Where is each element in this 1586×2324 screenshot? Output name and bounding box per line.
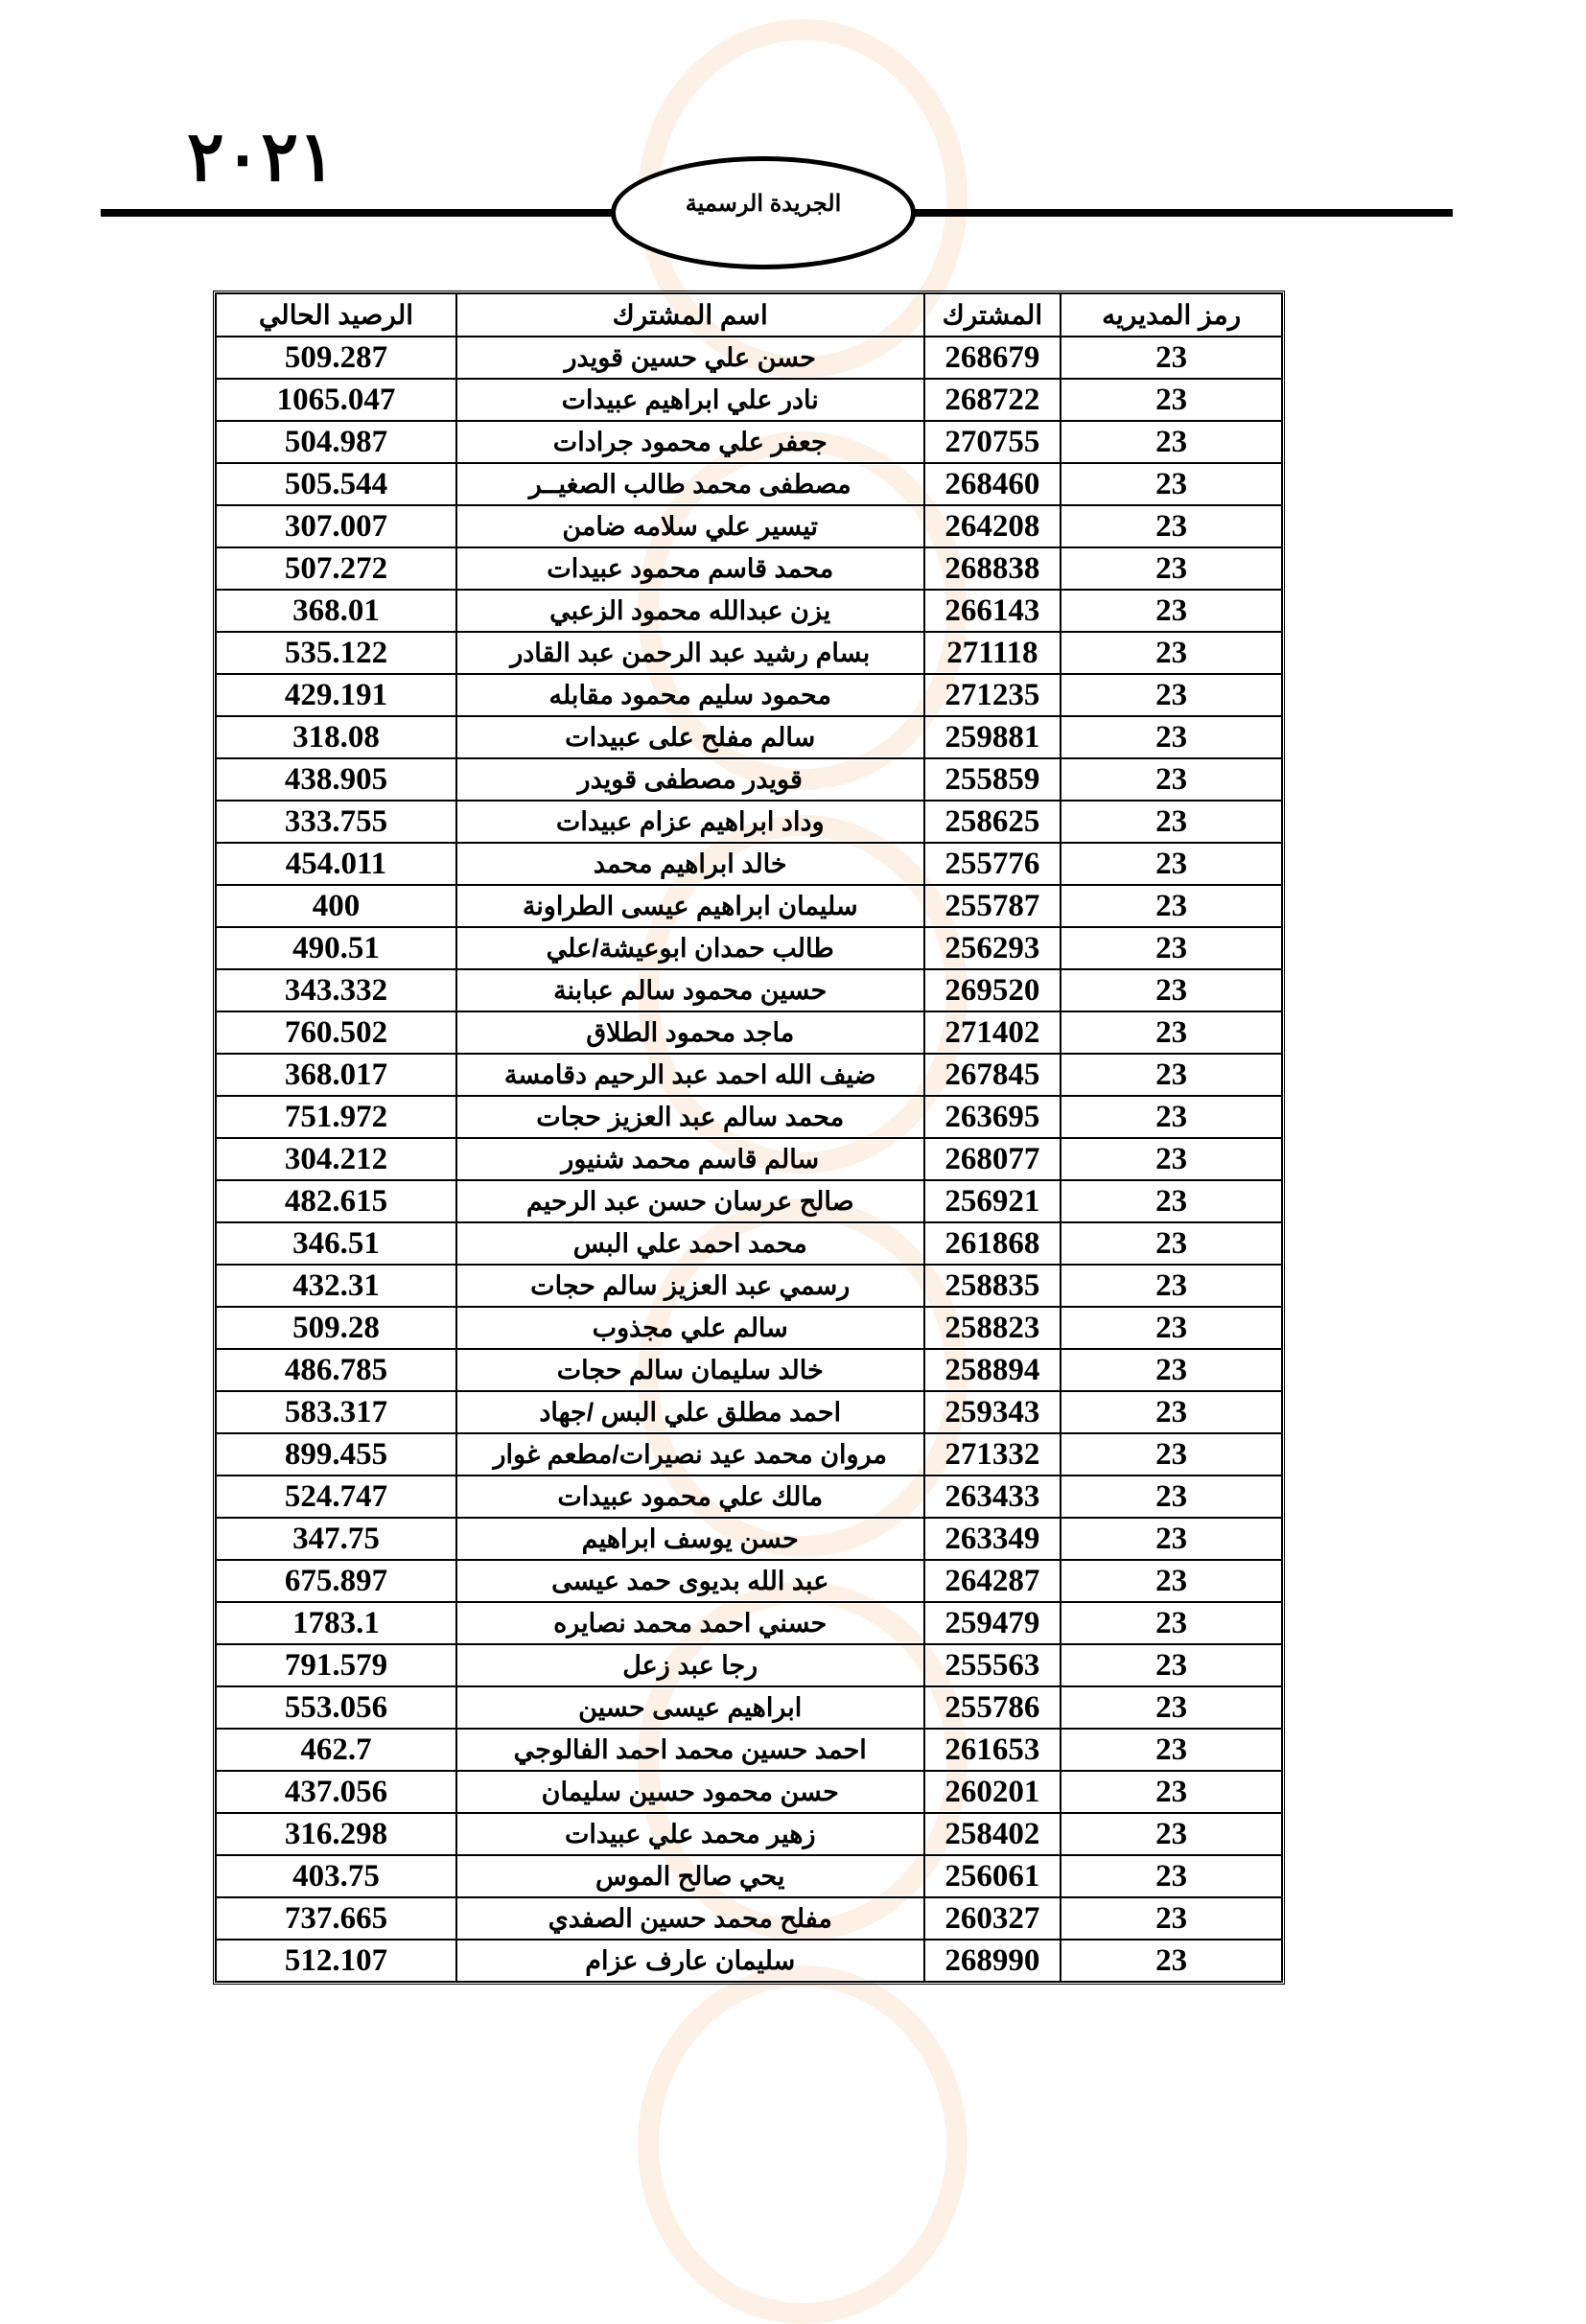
- current-balance-cell: 432.31: [216, 1265, 456, 1307]
- table-row: [216, 379, 1282, 421]
- current-balance-cell: 1065.047: [216, 379, 456, 421]
- directorate-code-cell: 23: [1061, 1602, 1282, 1644]
- table-row: [216, 337, 1282, 379]
- table-row: [216, 1391, 1282, 1433]
- subscriber-name-cell: قويدر مصطفى قويدر: [456, 758, 924, 801]
- subscriber-id-cell: 266143: [924, 590, 1061, 632]
- directorate-code-cell: 23: [1061, 1940, 1282, 1982]
- table-row: [216, 1602, 1282, 1644]
- table-row: [216, 1518, 1282, 1560]
- subscriber-id-cell: 255786: [924, 1686, 1061, 1729]
- subscriber-name-cell: بسام رشيد عبد الرحمن عبد القادر: [456, 632, 924, 674]
- subscriber-name-cell: ابراهيم عيسى حسين: [456, 1686, 924, 1729]
- subscriber-id-cell: 264287: [924, 1560, 1061, 1602]
- publication-badge: [611, 156, 916, 269]
- subscriber-name-cell: زهير محمد علي عبيدات: [456, 1813, 924, 1855]
- directorate-code-cell: 23: [1061, 1560, 1282, 1602]
- current-balance-cell: 490.51: [216, 927, 456, 969]
- directorate-code-cell: 23: [1061, 1096, 1282, 1138]
- directorate-code-cell: 23: [1061, 1138, 1282, 1180]
- column-header-directorate-code: رمز المديريه: [1061, 293, 1282, 337]
- current-balance-cell: 333.755: [216, 801, 456, 843]
- table-row: [216, 1222, 1282, 1265]
- subscriber-id-cell: 263349: [924, 1518, 1061, 1560]
- directorate-code-cell: 23: [1061, 337, 1282, 379]
- subscriber-name-cell: احمد حسين محمد احمد الفالوجي: [456, 1729, 924, 1771]
- table-row: [216, 1940, 1282, 1982]
- table-row: [216, 547, 1282, 590]
- subscriber-name-cell: مروان محمد عيد نصيرات/مطعم غوار: [456, 1433, 924, 1476]
- table-row: [216, 1307, 1282, 1349]
- subscriber-id-cell: 256061: [924, 1855, 1061, 1897]
- subscriber-name-cell: حسن محمود حسين سليمان: [456, 1771, 924, 1813]
- subscriber-id-cell: 259881: [924, 716, 1061, 758]
- subscriber-id-cell: 268679: [924, 337, 1061, 379]
- table-row: [216, 969, 1282, 1011]
- current-balance-cell: 583.317: [216, 1391, 456, 1433]
- directorate-code-cell: 23: [1061, 1771, 1282, 1813]
- subscriber-id-cell: 261868: [924, 1222, 1061, 1265]
- table-row: [216, 505, 1282, 547]
- directorate-code-cell: 23: [1061, 505, 1282, 547]
- subscriber-name-cell: محمود سليم محمود مقابله: [456, 674, 924, 716]
- subscriber-name-cell: ضيف الله احمد عبد الرحيم دقامسة: [456, 1054, 924, 1096]
- subscriber-id-cell: 258835: [924, 1265, 1061, 1307]
- subscriber-id-cell: 271235: [924, 674, 1061, 716]
- current-balance-cell: 505.544: [216, 463, 456, 505]
- directorate-code-cell: 23: [1061, 1265, 1282, 1307]
- current-balance-cell: 318.08: [216, 716, 456, 758]
- subscriber-name-cell: ماجد محمود الطلاق: [456, 1011, 924, 1054]
- current-balance-cell: 368.017: [216, 1054, 456, 1096]
- subscriber-name-cell: سليمان عارف عزام: [456, 1940, 924, 1982]
- current-balance-cell: 507.272: [216, 547, 456, 590]
- table-row: [216, 927, 1282, 969]
- current-balance-cell: 347.75: [216, 1518, 456, 1560]
- subscriber-name-cell: خالد ابراهيم محمد: [456, 843, 924, 885]
- current-balance-cell: 737.665: [216, 1897, 456, 1940]
- subscriber-name-cell: محمد سالم عبد العزيز حجات: [456, 1096, 924, 1138]
- table-row: [216, 1138, 1282, 1180]
- current-balance-cell: 760.502: [216, 1011, 456, 1054]
- table-row: [216, 1054, 1282, 1096]
- directorate-code-cell: 23: [1061, 421, 1282, 463]
- subscriber-id-cell: 267845: [924, 1054, 1061, 1096]
- subscriber-id-cell: 259343: [924, 1391, 1061, 1433]
- directorate-code-cell: 23: [1061, 1433, 1282, 1476]
- publication-title: الجريدة الرسمية: [685, 190, 842, 217]
- directorate-code-cell: 23: [1061, 547, 1282, 590]
- subscriber-name-cell: يحي صالح الموس: [456, 1855, 924, 1897]
- subscriber-id-cell: 264208: [924, 505, 1061, 547]
- subscriber-name-cell: حسن يوسف ابراهيم: [456, 1518, 924, 1560]
- directorate-code-cell: 23: [1061, 1729, 1282, 1771]
- subscriber-id-cell: 268990: [924, 1940, 1061, 1982]
- current-balance-cell: 400: [216, 885, 456, 927]
- directorate-code-cell: 23: [1061, 1054, 1282, 1096]
- subscriber-id-cell: 268838: [924, 547, 1061, 590]
- current-balance-cell: 429.191: [216, 674, 456, 716]
- current-balance-cell: 316.298: [216, 1813, 456, 1855]
- table-row: [216, 801, 1282, 843]
- subscriber-name-cell: حسني احمد محمد نصايره: [456, 1602, 924, 1644]
- subscriber-id-cell: 260201: [924, 1771, 1061, 1813]
- subscriber-id-cell: 258894: [924, 1349, 1061, 1391]
- current-balance-cell: 437.056: [216, 1771, 456, 1813]
- column-header-current-balance: الرصيد الحالي: [216, 293, 456, 337]
- subscriber-id-cell: 270755: [924, 421, 1061, 463]
- current-balance-cell: 454.011: [216, 843, 456, 885]
- subscriber-id-cell: 263433: [924, 1476, 1061, 1518]
- current-balance-cell: 751.972: [216, 1096, 456, 1138]
- table-row: [216, 1729, 1282, 1771]
- subscriber-name-cell: تيسير علي سلامه ضامن: [456, 505, 924, 547]
- directorate-code-cell: 23: [1061, 1307, 1282, 1349]
- subscriber-id-cell: 268722: [924, 379, 1061, 421]
- subscriber-name-cell: حسن علي حسين قويدر: [456, 337, 924, 379]
- current-balance-cell: 343.332: [216, 969, 456, 1011]
- table-row: [216, 843, 1282, 885]
- watermark-clock: [638, 1965, 968, 2324]
- directorate-code-cell: 23: [1061, 1391, 1282, 1433]
- directorate-code-cell: 23: [1061, 1897, 1282, 1940]
- table-row: [216, 1096, 1282, 1138]
- subscriber-name-cell: مالك علي محمود عبيدات: [456, 1476, 924, 1518]
- current-balance-cell: 307.007: [216, 505, 456, 547]
- subscriber-id-cell: 258823: [924, 1307, 1061, 1349]
- directorate-code-cell: 23: [1061, 1686, 1282, 1729]
- table-row: [216, 1855, 1282, 1897]
- subscriber-id-cell: 258402: [924, 1813, 1061, 1855]
- column-header-subscriber-id: المشترك: [924, 293, 1061, 337]
- table-row: [216, 1011, 1282, 1054]
- subscriber-name-cell: سالم قاسم محمد شنيور: [456, 1138, 924, 1180]
- subscriber-id-cell: 259479: [924, 1602, 1061, 1644]
- subscriber-name-cell: صالح عرسان حسن عبد الرحيم: [456, 1180, 924, 1222]
- directorate-code-cell: 23: [1061, 1349, 1282, 1391]
- table-row: [216, 885, 1282, 927]
- subscriber-id-cell: 269520: [924, 969, 1061, 1011]
- table-row: [216, 632, 1282, 674]
- subscriber-id-cell: 255776: [924, 843, 1061, 885]
- subscriber-id-cell: 255787: [924, 885, 1061, 927]
- table-row: [216, 463, 1282, 505]
- subscriber-id-cell: 256293: [924, 927, 1061, 969]
- directorate-code-cell: 23: [1061, 1855, 1282, 1897]
- table-row: [216, 1813, 1282, 1855]
- table-row: [216, 674, 1282, 716]
- subscriber-name-cell: محمد احمد علي البس: [456, 1222, 924, 1265]
- directorate-code-cell: 23: [1061, 379, 1282, 421]
- directorate-code-cell: 23: [1061, 801, 1282, 843]
- current-balance-cell: 462.7: [216, 1729, 456, 1771]
- directorate-code-cell: 23: [1061, 843, 1282, 885]
- subscriber-name-cell: سالم مفلح على عبيدات: [456, 716, 924, 758]
- current-balance-cell: 482.615: [216, 1180, 456, 1222]
- directorate-code-cell: 23: [1061, 590, 1282, 632]
- directorate-code-cell: 23: [1061, 1222, 1282, 1265]
- subscriber-name-cell: وداد ابراهيم عزام عبيدات: [456, 801, 924, 843]
- table-header-row: [216, 293, 1282, 337]
- subscriber-name-cell: محمد قاسم محمود عبيدات: [456, 547, 924, 590]
- table-row: [216, 1644, 1282, 1686]
- subscriber-id-cell: 271332: [924, 1433, 1061, 1476]
- table-row: [216, 758, 1282, 801]
- current-balance-cell: 553.056: [216, 1686, 456, 1729]
- subscriber-name-cell: جعفر علي محمود جرادات: [456, 421, 924, 463]
- current-balance-cell: 535.122: [216, 632, 456, 674]
- column-header-subscriber-name: اسم المشترك: [456, 293, 924, 337]
- subscriber-name-cell: مصطفى محمد طالب الصغيــر: [456, 463, 924, 505]
- table-row: [216, 1560, 1282, 1602]
- directorate-code-cell: 23: [1061, 1011, 1282, 1054]
- current-balance-cell: 346.51: [216, 1222, 456, 1265]
- current-balance-cell: 504.987: [216, 421, 456, 463]
- directorate-code-cell: 23: [1061, 758, 1282, 801]
- table-row: [216, 716, 1282, 758]
- current-balance-cell: 304.212: [216, 1138, 456, 1180]
- subscriber-id-cell: 256921: [924, 1180, 1061, 1222]
- table-row: [216, 1180, 1282, 1222]
- current-balance-cell: 791.579: [216, 1644, 456, 1686]
- subscriber-id-cell: 263695: [924, 1096, 1061, 1138]
- subscriber-name-cell: يزن عبدالله محمود الزعبي: [456, 590, 924, 632]
- current-balance-cell: 899.455: [216, 1433, 456, 1476]
- table-row: [216, 590, 1282, 632]
- subscriber-name-cell: رسمي عبد العزيز سالم حجات: [456, 1265, 924, 1307]
- current-balance-cell: 509.287: [216, 337, 456, 379]
- subscriber-id-cell: 261653: [924, 1729, 1061, 1771]
- subscriber-id-cell: 271402: [924, 1011, 1061, 1054]
- current-balance-cell: 368.01: [216, 590, 456, 632]
- current-balance-cell: 509.28: [216, 1307, 456, 1349]
- directorate-code-cell: 23: [1061, 1813, 1282, 1855]
- table-row: [216, 1897, 1282, 1940]
- table-row: [216, 1265, 1282, 1307]
- table-row: [216, 1686, 1282, 1729]
- subscriber-name-cell: طالب حمدان ابوعيشة/علي: [456, 927, 924, 969]
- subscriber-id-cell: 255859: [924, 758, 1061, 801]
- table-row: [216, 1433, 1282, 1476]
- directorate-code-cell: 23: [1061, 969, 1282, 1011]
- directorate-code-cell: 23: [1061, 1644, 1282, 1686]
- directorate-code-cell: 23: [1061, 463, 1282, 505]
- subscriber-id-cell: 268077: [924, 1138, 1061, 1180]
- directorate-code-cell: 23: [1061, 1180, 1282, 1222]
- subscriber-name-cell: مفلح محمد حسين الصفدي: [456, 1897, 924, 1940]
- table-row: [216, 1771, 1282, 1813]
- subscriber-name-cell: خالد سليمان سالم حجات: [456, 1349, 924, 1391]
- subscriber-id-cell: 258625: [924, 801, 1061, 843]
- subscriber-id-cell: 260327: [924, 1897, 1061, 1940]
- current-balance-cell: 524.747: [216, 1476, 456, 1518]
- subscriber-name-cell: سليمان ابراهيم عيسى الطراونة: [456, 885, 924, 927]
- directorate-code-cell: 23: [1061, 927, 1282, 969]
- subscriber-name-cell: رجا عبد زعل: [456, 1644, 924, 1686]
- table-row: [216, 1476, 1282, 1518]
- subscriber-name-cell: عبد الله بديوى حمد عيسى: [456, 1560, 924, 1602]
- current-balance-cell: 675.897: [216, 1560, 456, 1602]
- table-row: [216, 1349, 1282, 1391]
- current-balance-cell: 438.905: [216, 758, 456, 801]
- current-balance-cell: 1783.1: [216, 1602, 456, 1644]
- subscriber-id-cell: 271118: [924, 632, 1061, 674]
- subscriber-name-cell: سالم علي مجذوب: [456, 1307, 924, 1349]
- current-balance-cell: 486.785: [216, 1349, 456, 1391]
- table-row: [216, 421, 1282, 463]
- directorate-code-cell: 23: [1061, 885, 1282, 927]
- subscribers-table: [213, 290, 1285, 1985]
- directorate-code-cell: 23: [1061, 632, 1282, 674]
- directorate-code-cell: 23: [1061, 716, 1282, 758]
- year-label: ٢٠٢١: [187, 115, 336, 197]
- directorate-code-cell: 23: [1061, 1476, 1282, 1518]
- subscriber-id-cell: 268460: [924, 463, 1061, 505]
- subscriber-id-cell: 255563: [924, 1644, 1061, 1686]
- directorate-code-cell: 23: [1061, 674, 1282, 716]
- subscriber-name-cell: نادر علي ابراهيم عبيدات: [456, 379, 924, 421]
- directorate-code-cell: 23: [1061, 1518, 1282, 1560]
- subscriber-name-cell: حسين محمود سالم عبابنة: [456, 969, 924, 1011]
- current-balance-cell: 403.75: [216, 1855, 456, 1897]
- subscriber-name-cell: احمد مطلق علي البس /جهاد: [456, 1391, 924, 1433]
- current-balance-cell: 512.107: [216, 1940, 456, 1982]
